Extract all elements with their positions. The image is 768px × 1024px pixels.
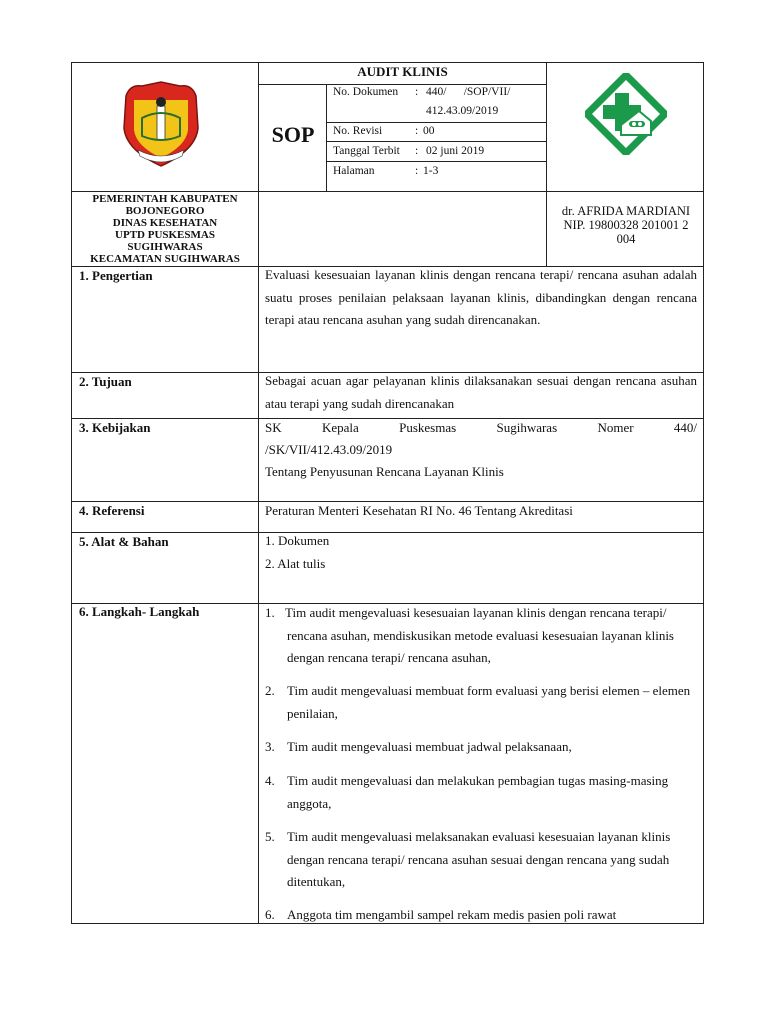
step-text-body: Tim audit mengevaluasi membuat jadwal pelaksanaan, — [287, 739, 572, 754]
step-text-body: Tim audit mengevaluasi membuat form evaluasi yang berisi elemen – elemen penilaian, — [287, 683, 691, 721]
signer-nip: NIP. 19800328 201001 2 — [563, 218, 689, 232]
meta-colon: : — [415, 86, 419, 98]
org-line: KECAMATAN SUGIHWARAS — [90, 253, 240, 265]
meta-label: Tanggal Terbit — [333, 145, 400, 157]
signer-block — [550, 204, 702, 246]
row-label-referensi: 4. Referensi — [79, 503, 145, 518]
step-number: 6. — [265, 907, 275, 922]
step-number: 5. — [265, 829, 275, 844]
meta-value: 1-3 — [423, 165, 439, 177]
step-number: 3. — [265, 739, 275, 754]
row-label-kebijakan: 3. Kebijakan — [79, 420, 151, 435]
meta-label: No. Revisi — [333, 125, 383, 137]
row-label-pengertian: 1. Pengertian — [79, 268, 153, 283]
meta-label: Halaman — [333, 165, 375, 177]
org-line: BOJONEGORO — [125, 205, 205, 217]
signer-name: dr. AFRIDA MARDIANI — [561, 204, 691, 218]
org-line: UPTD PUSKESMAS — [115, 229, 215, 241]
signer-nip-cont: 004 — [616, 232, 636, 246]
step-item — [265, 736, 697, 759]
meta-value-cont: 412.43.09/2019 — [426, 105, 499, 117]
step-item — [265, 770, 697, 815]
kebijakan-line-1: SK Kepala Puskesmas Sugihwaras Nomer 440/ — [265, 420, 697, 435]
step-text-body: Tim audit mengevaluasi melaksanakan evaluasi kesesuaian layanan klinis dengan rencana terapi/ rencana asuhan sesuai dengan rencana yang sudah ditentukan, — [287, 829, 671, 889]
kebijakan-line-2: /SK/VII/412.43.09/2019 — [265, 442, 393, 457]
kebijakan-line-3: Tentang Penyusunan Rencana Layanan Klinis — [265, 464, 504, 479]
organization-name — [72, 193, 258, 265]
step-number: 1. — [265, 605, 275, 620]
bojonegoro-emblem-logo — [120, 78, 202, 170]
meta-value: 02 juni 2019 — [426, 145, 485, 157]
meta-label: No. Dokumen — [333, 86, 399, 98]
alat-item: 2. Alat tulis — [265, 556, 326, 571]
meta-colon: : — [415, 145, 419, 157]
step-number: 2. — [265, 683, 275, 698]
step-item — [265, 904, 697, 927]
referensi-text: Peraturan Menteri Kesehatan RI No. 46 Tentang Akreditasi — [265, 503, 573, 518]
step-number: 4. — [265, 773, 275, 788]
step-item — [265, 826, 697, 894]
sop-label: SOP — [271, 122, 315, 147]
org-line: SUGIHWARAS — [127, 241, 203, 253]
step-text — [265, 602, 697, 670]
tujuan-text: Sebagai acuan agar pelayanan klinis dilaksanakan sesuai dengan rencana asuhan atau terapi yang sudah direncanakan — [265, 373, 697, 411]
emblem-icon — [120, 78, 202, 170]
row-label-tujuan: 2. Tujuan — [79, 374, 132, 389]
step-item — [265, 602, 697, 670]
meta-colon: : — [415, 125, 419, 137]
pengertian-text: Evaluasi kesesuaian layanan klinis dengan rencana terapi/ rencana asuhan adalah suatu proses penilaian pelaksaan layanan klinis, dibandingkan dengan rencana terapi atau rencana asuhan yang sudah direncanakan. — [265, 267, 697, 327]
step-item — [265, 680, 697, 725]
meta-value: 00 — [423, 125, 435, 137]
meta-colon: : — [415, 165, 419, 177]
row-label-alat-bahan: 5. Alat & Bahan — [79, 534, 169, 549]
step-text-body: Tim audit mengevaluasi dan melakukan pembagian tugas masing-masing anggota, — [287, 773, 669, 811]
green-cross-icon — [585, 73, 667, 155]
alat-item: 1. Dokumen — [265, 533, 330, 548]
org-line: DINAS KESEHATAN — [112, 217, 218, 229]
document-title: AUDIT KLINIS — [357, 64, 448, 79]
row-label-langkah: 6. Langkah- Langkah — [79, 604, 200, 619]
puskesmas-logo — [585, 73, 667, 155]
step-text-body: Anggota tim mengambil sampel rekam medis pasien poli rawat — [287, 907, 617, 922]
step-text-body: Tim audit mengevaluasi kesesuaian layanan klinis dengan rencana terapi/ rencana asuhan, mendiskusikan metode evaluasi kesesuaian layanan klinis dengan rencana terapi/ rencana asuhan, — [285, 605, 674, 665]
meta-value: 440/ /SOP/VII/ — [426, 86, 511, 98]
org-line: PEMERINTAH KABUPATEN — [92, 193, 238, 205]
